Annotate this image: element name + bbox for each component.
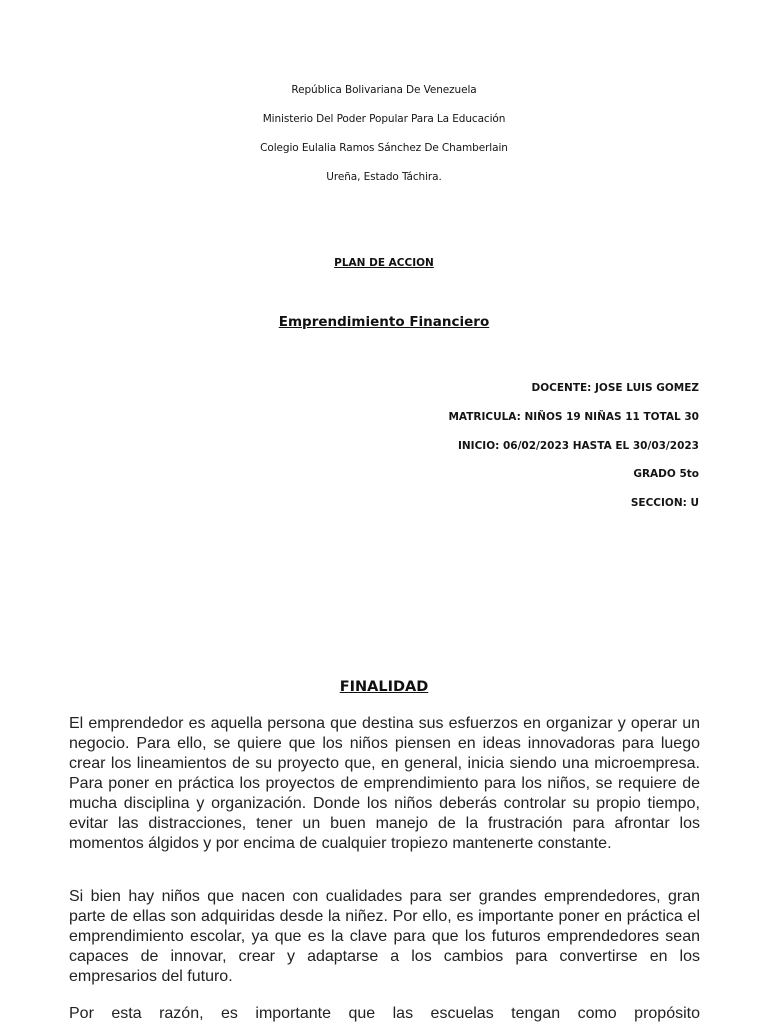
paragraph: Si bien hay niños que nacen con cualidades para ser grandes emprendedores, gran parte de ellas son adquiridas desde la niñez. Por ello, es importante poner en práctica el emprendimiento escolar, ya que es la clave para que los futuros emprendedores sean capaces de innovar, crear y adaptarse a los cambios para convertirse en los empresarios del futuro. <box>69 888 700 985</box>
info-docente: DOCENTE: JOSE LUIS GOMEZ <box>531 382 699 394</box>
header-school: Colegio Eulalia Ramos Sánchez De Chamberlain <box>260 142 508 154</box>
subject-title: Emprendimiento Financiero <box>278 314 490 330</box>
header-country: República Bolivariana De Venezuela <box>291 84 477 96</box>
info-seccion: SECCION: U <box>630 497 699 509</box>
plan-title: PLAN DE ACCION <box>334 257 434 269</box>
header-location: Ureña, Estado Táchira. <box>326 171 442 183</box>
info-inicio: INICIO: 06/02/2023 HASTA EL 30/03/2023 <box>457 440 699 452</box>
info-matricula: MATRICULA: NIÑOS 19 NIÑAS 11 TOTAL 30 <box>448 411 699 423</box>
paragraph: Por esta razón, es importante que las escuelas tengan como propósito <box>69 1005 700 1022</box>
section-title-finalidad: FINALIDAD <box>339 679 429 695</box>
header-ministry: Ministerio Del Poder Popular Para La Educación <box>262 113 506 125</box>
info-grado: GRADO 5to <box>633 468 699 480</box>
paragraph: El emprendedor es aquella persona que destina sus esfuerzos en organizar y operar un negocio. Para ello, se quiere que los niños piensen en ideas innovadoras para luego crear los lineamientos de su proyecto que, en general, inicia siendo una microempresa. Para poner en práctica los proyectos de emprendimiento para los niños, se requiere de mucha disciplina y organización. Donde los niños deberás controlar su propio tiempo, evitar las distracciones, tener un buen manejo de la frustración para afrontar los momentos álgidos y por encima de cualquier tropiezo mantenerte constante. <box>69 715 700 852</box>
